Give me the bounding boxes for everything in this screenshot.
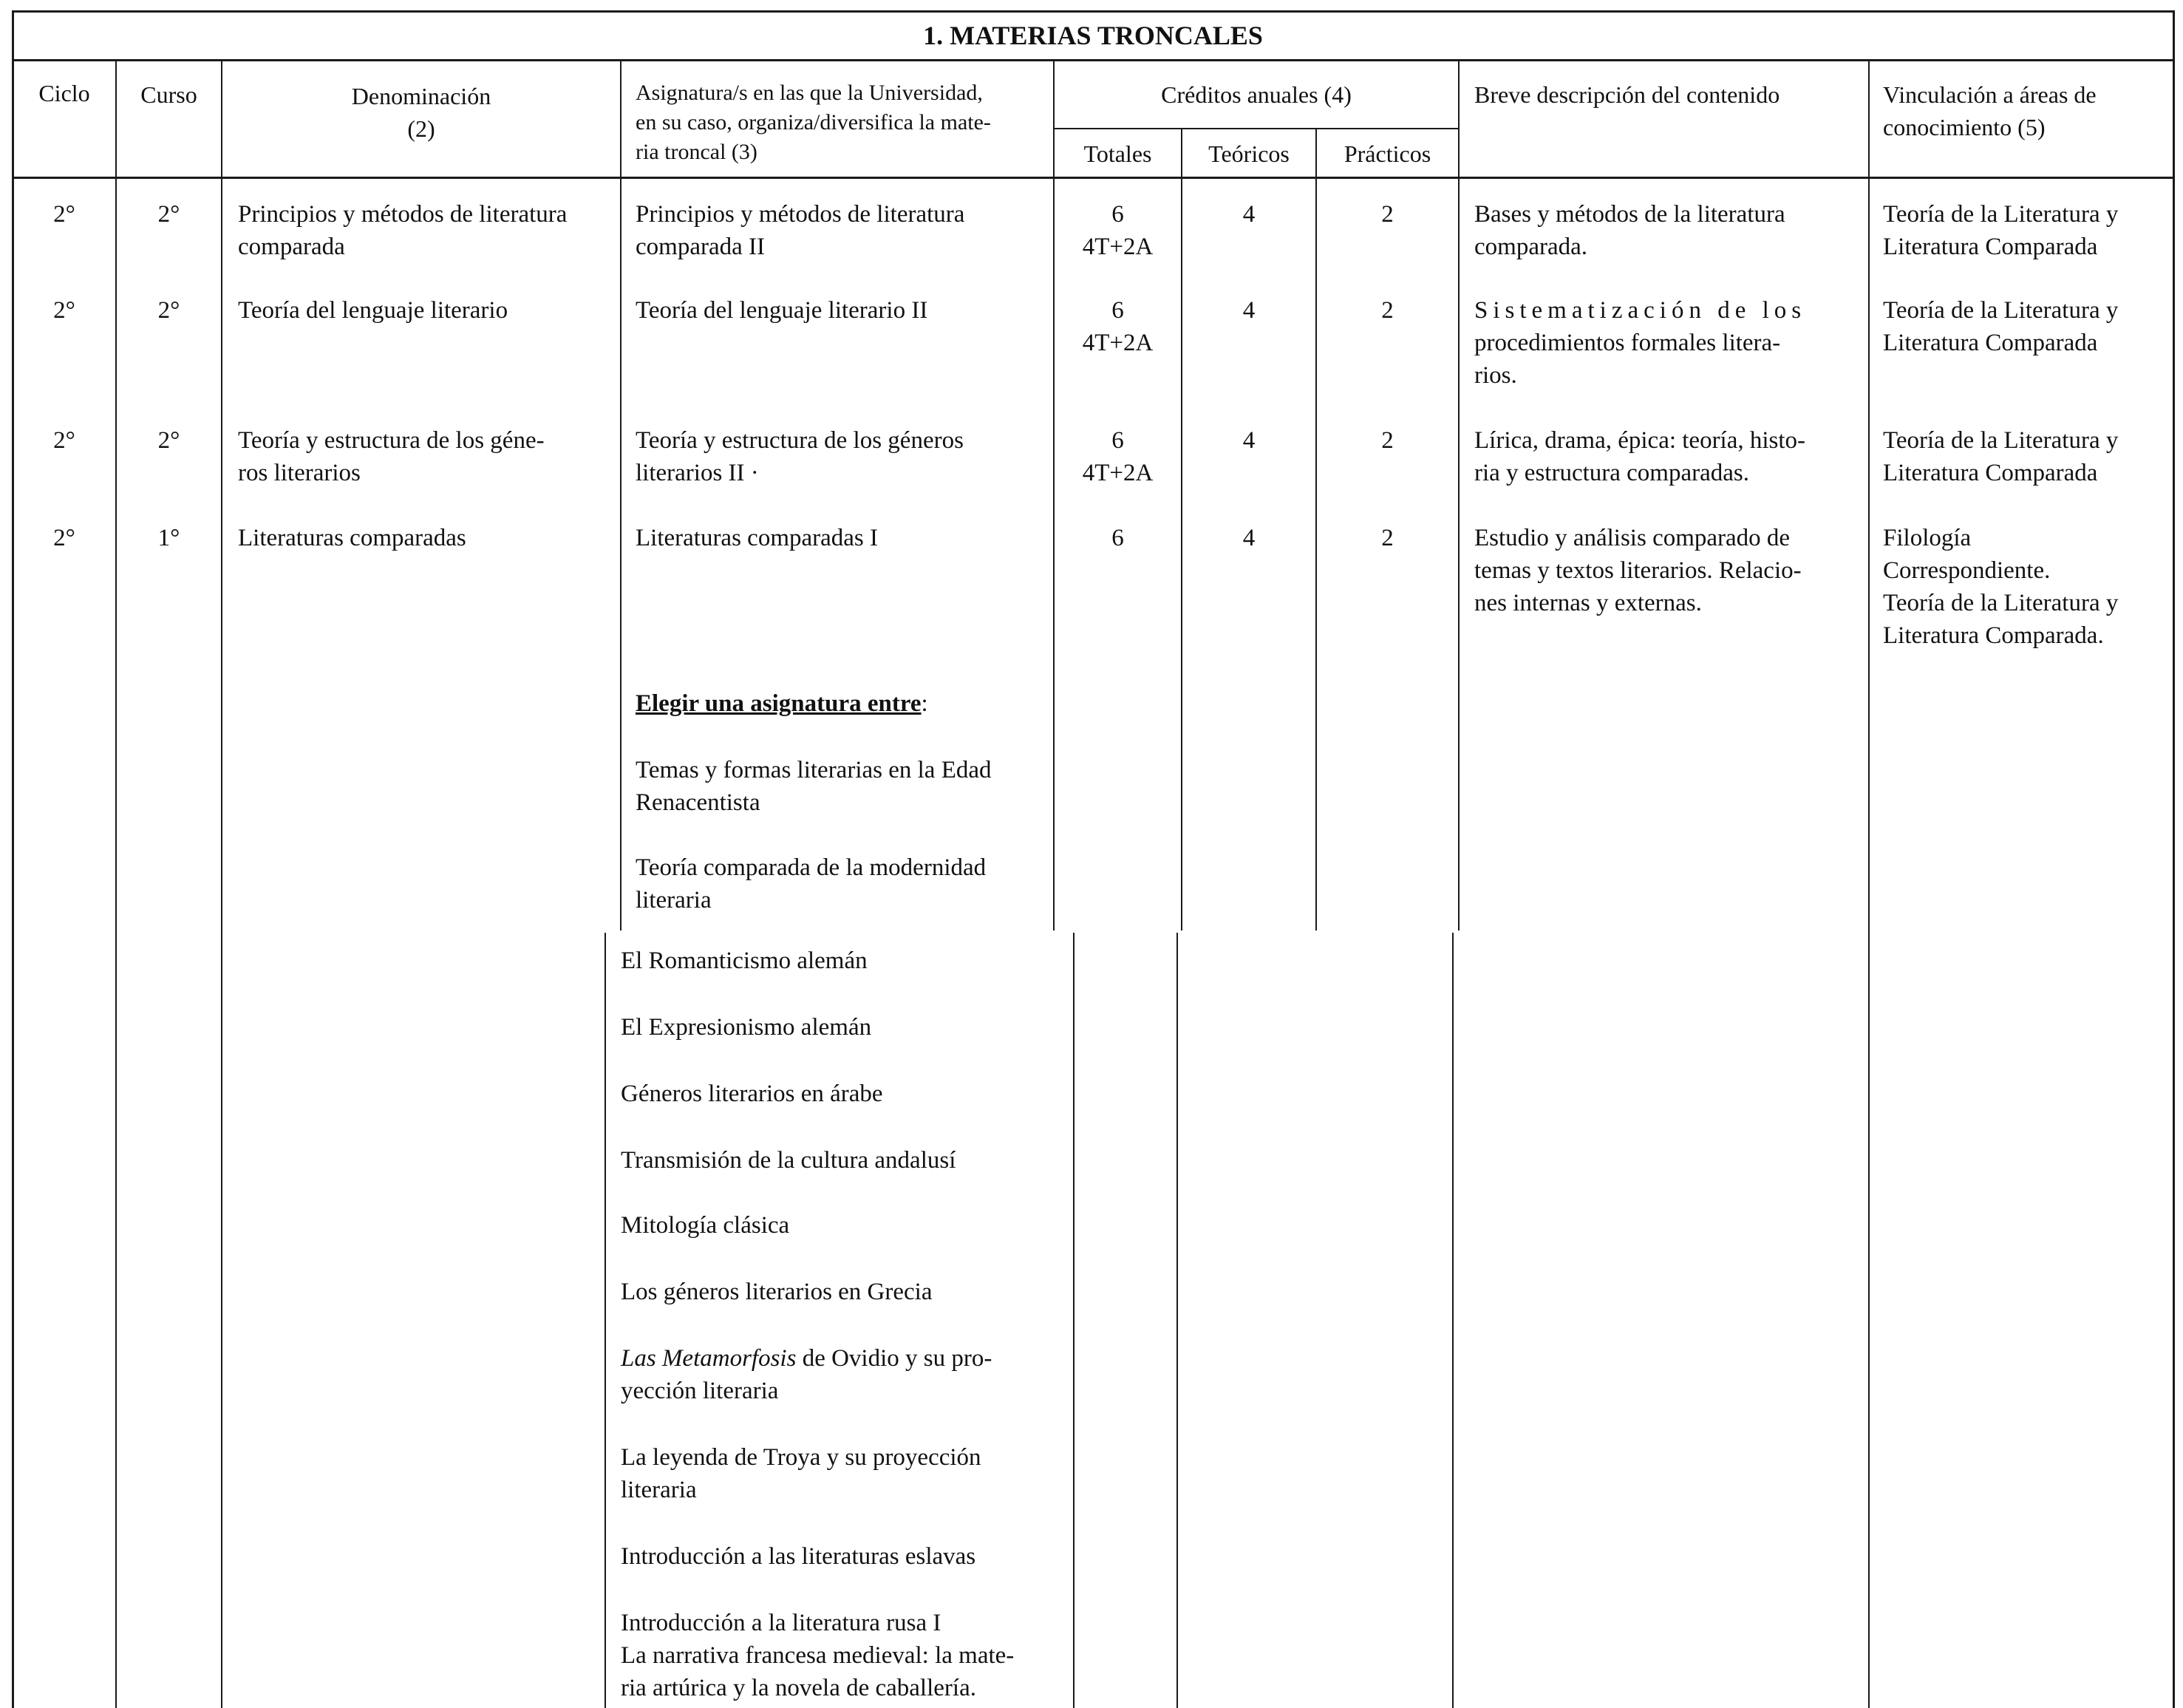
header-practicos: Prácticos	[1343, 140, 1431, 167]
row3-vinculacion-line: Teoría de la Literatura y	[1883, 427, 2119, 454]
row4-descripcion-line: Estudio y análisis comparado de	[1474, 525, 1791, 551]
optativa-item	[636, 851, 986, 916]
header-asignatura-line: ria troncal (3)	[636, 140, 757, 164]
optativa-line: yección literaria	[621, 1378, 779, 1404]
row4-ciclo: 2°	[53, 525, 75, 551]
col-rule-lower-asignatura-right	[1073, 933, 1075, 1708]
row3-vinculacion-line: Literatura Comparada	[1883, 460, 2098, 486]
header-denominacion-line: Denominación	[351, 83, 491, 109]
optativa-line-rest: de Ovidio y su pro-	[796, 1345, 992, 1372]
row1-asignatura	[636, 198, 964, 263]
col-rule-descripcion-vinculacion	[1868, 61, 1870, 1708]
optativa-line	[621, 1342, 992, 1375]
row3-totales	[1055, 424, 1181, 489]
header-asignatura-line: Asignatura/s en las que la Universidad,	[636, 81, 983, 105]
row4-totales	[1055, 522, 1181, 554]
row1-descripcion-line: comparada.	[1474, 234, 1587, 260]
row3-descripcion	[1474, 424, 1805, 489]
optativa-item: El Romanticismo alemán	[621, 947, 868, 974]
header-asignatura-line: en su caso, organiza/diversifica la mate-	[636, 110, 991, 135]
row1-descripcion	[1474, 198, 1785, 263]
row4-vinculacion-line: Literatura Comparada.	[1883, 622, 2104, 649]
row4-vinculacion-line: Filología	[1883, 525, 1972, 551]
optativa-item: Géneros literarios en árabe	[621, 1081, 883, 1107]
optativa-line: literaria	[636, 887, 712, 913]
elegir-heading	[636, 687, 928, 720]
header-curso: Curso	[140, 81, 197, 108]
row4-teoricos: 4	[1242, 525, 1256, 551]
row4-totales-line: 6	[1111, 525, 1124, 551]
row2-descripcion-line: Sistematización de los	[1474, 297, 1807, 324]
col-rule-right-edge	[2173, 10, 2175, 1708]
row3-totales-line: 4T+2A	[1082, 460, 1154, 486]
row2-asignatura	[636, 294, 927, 327]
row2-totales-line: 4T+2A	[1082, 330, 1154, 356]
optativa-line: La narrativa francesa medieval: la mate-	[621, 1642, 1015, 1669]
row3-curso: 2°	[157, 427, 180, 454]
row3-totales-line: 6	[1111, 427, 1124, 454]
col-rule-lower-asignatura-left	[605, 933, 606, 1708]
col-rule-left-edge	[12, 10, 14, 1708]
col-rule-curso-denominacion	[221, 61, 222, 1708]
creditos-sub-rule	[1055, 128, 1458, 129]
header-vinculacion-line: conocimiento (5)	[1883, 114, 2046, 140]
row3-asignatura-line: Teoría y estructura de los géneros	[636, 427, 964, 454]
row2-teoricos: 4	[1242, 297, 1256, 324]
row2-vinculacion-line: Literatura Comparada	[1883, 330, 2098, 356]
optativa-item: Mitología clásica	[621, 1212, 790, 1239]
row1-totales-line: 4T+2A	[1082, 234, 1154, 260]
row3-vinculacion	[1883, 424, 2118, 489]
optativa-line: Introducción a la literatura rusa I	[621, 1610, 941, 1636]
row3-asignatura-line: literarios II ·	[636, 460, 759, 486]
row3-asignatura	[636, 424, 964, 489]
row2-denominacion	[238, 294, 508, 327]
optativa-line: Renacentista	[636, 789, 760, 816]
row1-descripcion-line: Bases y métodos de la literatura	[1474, 201, 1785, 228]
header-asignatura	[636, 78, 1046, 167]
header-vinculacion	[1883, 78, 2164, 143]
row1-vinculacion	[1883, 198, 2118, 263]
row1-totales-line: 6	[1111, 201, 1124, 228]
header-denominacion-line: (2)	[407, 115, 435, 142]
optativa-line: ria artúrica y la novela de caballería.	[621, 1675, 976, 1701]
optativa-item: Los géneros literarios en Grecia	[621, 1279, 933, 1305]
row4-descripcion	[1474, 522, 1802, 619]
row1-asignatura-line: Principios y métodos de literatura	[636, 201, 965, 228]
row1-denominacion	[238, 198, 567, 263]
row1-denominacion-line: Principios y métodos de literatura	[238, 201, 568, 228]
row2-vinculacion-line: Teoría de la Literatura y	[1883, 297, 2119, 324]
row2-ciclo: 2°	[53, 297, 75, 324]
header-totales: Totales	[1083, 140, 1152, 167]
col-rule-lower-creditos-a	[1176, 933, 1178, 1708]
row1-vinculacion-line: Literatura Comparada	[1883, 234, 2098, 260]
row4-denominacion-line: Literaturas comparadas	[238, 525, 466, 551]
row2-descripcion-line: procedimientos formales litera-	[1474, 330, 1781, 356]
header-denominacion	[222, 80, 620, 145]
table-top-rule	[12, 10, 2174, 13]
optativa-item: Transmisión de la cultura andalusí	[621, 1147, 956, 1174]
row4-asignatura-line: Literaturas comparadas I	[636, 525, 879, 551]
col-rule-denominacion-asignatura	[620, 61, 621, 930]
row1-totales	[1055, 198, 1181, 263]
header-creditos: Créditos anuales (4)	[1161, 81, 1352, 108]
optativa-item	[621, 1441, 981, 1506]
row3-denominacion-line: ros literarios	[238, 460, 361, 486]
table-title: 1. MATERIAS TRONCALES	[923, 21, 1263, 50]
row3-practicos: 2	[1381, 427, 1394, 454]
row2-descripcion-line: rios.	[1474, 362, 1517, 389]
row1-denominacion-line: comparada	[238, 234, 345, 260]
row4-practicos: 2	[1381, 525, 1394, 551]
row4-denominacion	[238, 522, 466, 554]
row4-descripcion-line: temas y textos literarios. Relacio-	[1474, 557, 1802, 584]
row2-denominacion-line: Teoría del lenguaje literario	[238, 297, 508, 324]
row1-ciclo: 2°	[53, 201, 75, 228]
row3-denominacion	[238, 424, 545, 489]
optativa-item: El Expresionismo alemán	[621, 1014, 872, 1041]
row3-denominacion-line: Teoría y estructura de los géne-	[238, 427, 545, 454]
row4-curso: 1°	[157, 525, 180, 551]
row2-vinculacion	[1883, 294, 2118, 359]
elegir-label: Elegir una asignatura entre	[636, 690, 922, 717]
header-descripcion: Breve descripción del contenido	[1474, 81, 1780, 108]
row4-asignatura	[636, 522, 878, 554]
row4-vinculacion-line: Correspondiente.	[1883, 557, 2051, 584]
optativa-item	[636, 754, 992, 819]
optativa-line: literaria	[621, 1477, 697, 1503]
row3-teoricos: 4	[1242, 427, 1256, 454]
row1-practicos: 2	[1381, 201, 1394, 228]
row2-asignatura-line: Teoría del lenguaje literario II	[636, 297, 928, 324]
col-rule-asignatura-totales	[1053, 61, 1055, 930]
col-rule-practicos-descripcion	[1458, 61, 1460, 930]
header-vinculacion-line: Vinculación a áreas de	[1883, 81, 2097, 108]
row4-vinculacion	[1883, 522, 2118, 652]
optativa-line: Temas y formas literarias en la Edad	[636, 757, 992, 783]
col-rule-lower-creditos-b	[1452, 933, 1454, 1708]
row2-practicos: 2	[1381, 297, 1394, 324]
row3-descripcion-line: Lírica, drama, épica: teoría, histo-	[1474, 427, 1806, 454]
header-bottom-rule	[12, 177, 2174, 179]
row3-ciclo: 2°	[53, 427, 75, 454]
row3-descripcion-line: ria y estructura comparadas.	[1474, 460, 1749, 486]
optativa-italic-title: Las Metamorfosis	[621, 1345, 797, 1372]
elegir-suffix: :	[921, 690, 928, 717]
row2-descripcion	[1474, 294, 1850, 392]
row4-descripcion-line: nes internas y externas.	[1474, 590, 1702, 616]
row2-totales-line: 6	[1111, 297, 1124, 324]
optativa-item	[621, 1342, 992, 1407]
header-ciclo: Ciclo	[38, 80, 90, 106]
row1-vinculacion-line: Teoría de la Literatura y	[1883, 201, 2119, 228]
row1-teoricos: 4	[1242, 201, 1256, 228]
row2-curso: 2°	[157, 297, 180, 324]
row4-vinculacion-line: Teoría de la Literatura y	[1883, 590, 2119, 616]
optativa-item: Introducción a las literaturas eslavas	[621, 1543, 976, 1570]
row1-curso: 2°	[157, 201, 180, 228]
header-teoricos: Teóricos	[1208, 140, 1290, 167]
row2-totales	[1055, 294, 1181, 359]
optativa-line: Teoría comparada de la modernidad	[636, 854, 987, 881]
row1-asignatura-line: comparada II	[636, 234, 765, 260]
optativa-item	[621, 1607, 1014, 1704]
title-bottom-rule	[12, 59, 2174, 61]
optativa-line: La leyenda de Troya y su proyección	[621, 1444, 981, 1471]
